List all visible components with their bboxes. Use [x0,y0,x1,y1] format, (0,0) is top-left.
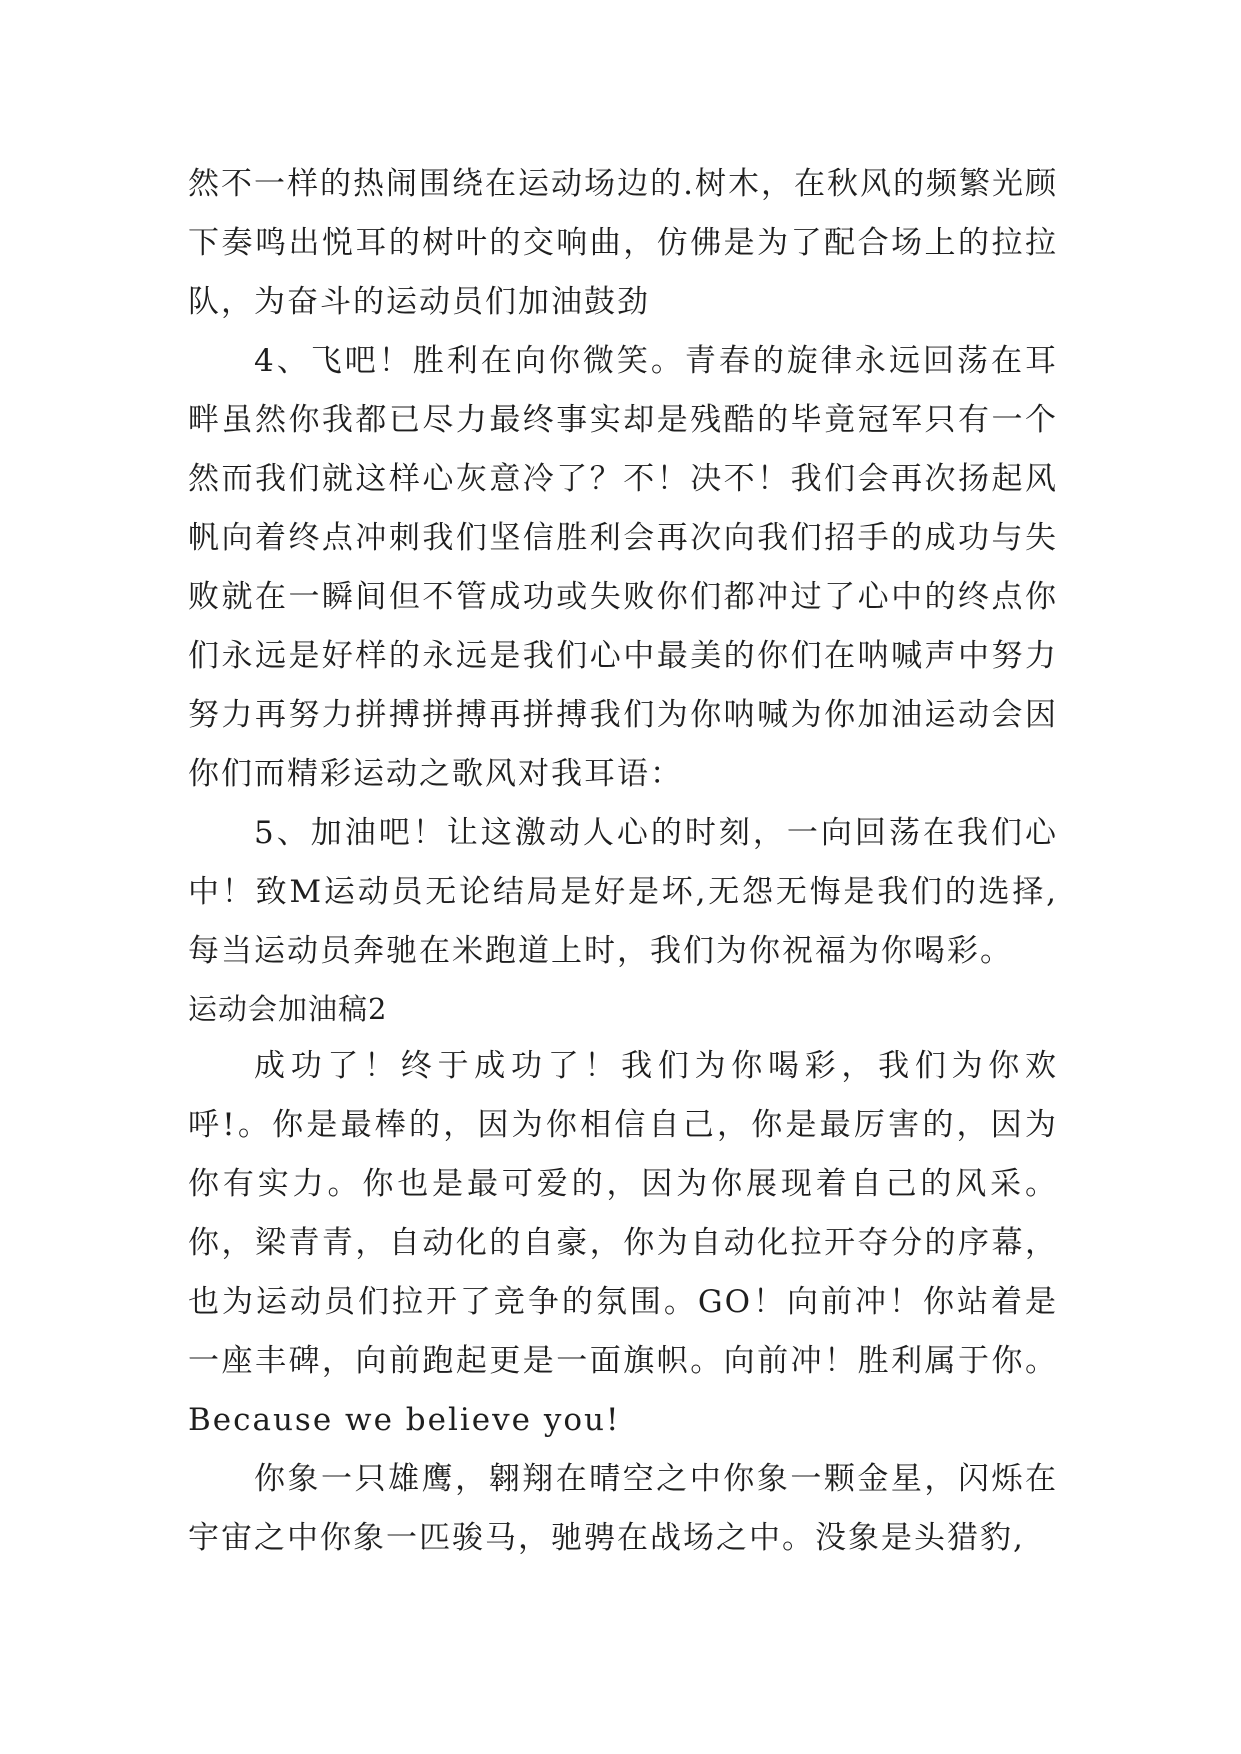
paragraph-item-5: 5、加油吧！让这激动人心的时刻，一向回荡在我们心中！致M运动员无论结局是好是坏,无怨无悔是我们的选择,每当运动员奔驰在米跑道上时，我们为你祝福为你喝彩。 [188,815,1058,969]
paragraph-item-4: 4、飞吧！胜利在向你微笑。青春的旋律永远回荡在耳畔虽然你我都已尽力最终事实却是残酷的毕竟冠军只有一个然而我们就这样心灰意冷了？不！决不！我们会再次扬起风帆向着终点冲刺我们坚信胜利会再次向我们招手的成功与失败就在一瞬间但不管成功或失败你们都冲过了心中的终点你们永远是好样的永远是我们心中最美的你们在呐喊声中努力努力再努力拼搏拼搏再拼搏我们为你呐喊为你加油运动会因你们而精彩运动之歌风对我耳语： [188,343,1058,792]
paragraph-continuation: 然不一样的热闹围绕在运动场边的.树木，在秋风的频繁光顾下奏鸣出悦耳的树叶的交响曲，仿佛是为了配合场上的拉拉队，为奋斗的运动员们加油鼓劲 [188,166,1058,320]
section-title: 运动会加油稿2 [188,992,388,1026]
document-body [188,155,1058,1568]
paragraph-eagle: 你象一只雄鹰，翱翔在晴空之中你象一颗金星，闪烁在宇宙之中你象一匹骏马，驰骋在战场之中。没象是头猎豹, [188,1461,1058,1556]
paragraph-success: 成功了！终于成功了！我们为你喝彩，我们为你欢呼!。你是最棒的，因为你相信自己，你是最厉害的，因为你有实力。你也是最可爱的，因为你展现着自己的风采。你，梁青青，自动化的自豪，你为自动化拉开夺分的序幕，也为运动员们拉开了竞争的氛围。GO！向前冲！你站着是一座丰碑，向前跑起更是一面旗帜。向前冲！胜利属于你。Because we believe you! [188,1048,1058,1438]
